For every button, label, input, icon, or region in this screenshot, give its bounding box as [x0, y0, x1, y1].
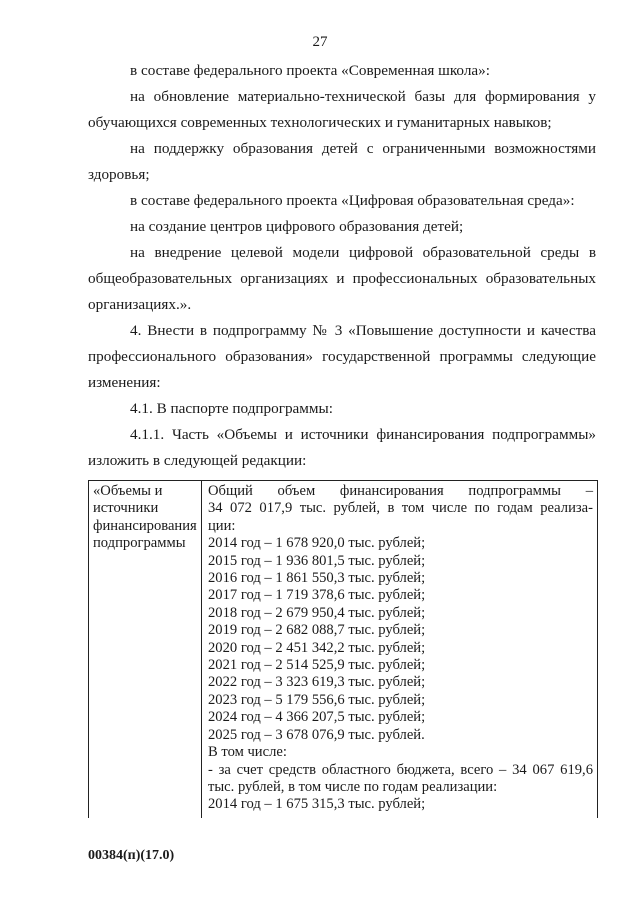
label-line: источники	[93, 500, 159, 517]
intro-line: 34 072 017,9 тыс. рублей, в том числе по годам реализа-	[208, 500, 593, 517]
financing-table	[88, 480, 598, 818]
paragraph-digital-centers: на создание центров цифрового образования детей;	[130, 218, 464, 235]
document-code-footer: 00384(п)(17.0)	[88, 848, 175, 863]
year-line: 2016 год – 1 861 550,3 тыс. рублей;	[208, 570, 426, 587]
paragraph-target-model: на внедрение целевой модели цифровой образовательной среды в общеобразовательных организациях и профессиональных образовательных организациях.».	[88, 244, 596, 313]
year-line: 2020 год – 2 451 342,2 тыс. рублей;	[208, 639, 426, 656]
regional-budget-line: - за счет средств областного бюджета, всего – 34 067 619,6	[208, 761, 593, 778]
label-line: подпрограммы	[93, 535, 186, 552]
year-line: 2025 год – 3 678 076,9 тыс. рублей.	[208, 726, 425, 743]
year-line: 2014 год – 1 678 920,0 тыс. рублей;	[208, 535, 426, 552]
table-cell-content	[202, 481, 598, 818]
year-line: 2024 год – 4 366 207,5 тыс. рублей;	[208, 709, 426, 726]
in-that-number-line: В том числе:	[208, 744, 287, 761]
year-line: 2018 год – 2 679 950,4 тыс. рублей;	[208, 604, 426, 621]
year-line: 2019 год – 2 682 088,7 тыс. рублей;	[208, 622, 426, 639]
paragraph-item-4-1-1: 4.1.1. Часть «Объемы и источники финансирования подпрограммы» изложить в следующей редакции:	[88, 426, 596, 469]
page-number: 27	[312, 34, 328, 50]
paragraph-item-4: 4. Внести в подпрограмму № 3 «Повышение доступности и качества профессионального образования» государственной программы следующие изменения:	[88, 322, 596, 391]
year-line: 2023 год – 5 179 556,6 тыс. рублей;	[208, 691, 426, 708]
regional-year-line: 2014 год – 1 675 315,3 тыс. рублей;	[208, 796, 426, 813]
intro-line: ции:	[208, 517, 236, 534]
label-line: «Объемы и	[93, 483, 163, 499]
paragraph-disabled-children: на поддержку образования детей с ограниченными возможностями здоровья;	[88, 140, 596, 183]
year-line: 2017 год – 1 719 378,6 тыс. рублей;	[208, 587, 426, 604]
paragraph-item-4-1: 4.1. В паспорте подпрограммы:	[130, 400, 333, 417]
paragraph-material-base: на обновление материально-технической базы для формирования у обучающихся современных технологических и гуманитарных навыков;	[88, 88, 596, 131]
paragraph-modern-school: в составе федерального проекта «Современная школа»:	[130, 62, 490, 79]
table-cell-label	[89, 481, 202, 818]
table-row	[89, 481, 598, 818]
regional-budget-line: тыс. рублей, в том числе по годам реализации:	[208, 778, 498, 795]
year-line: 2021 год – 2 514 525,9 тыс. рублей;	[208, 657, 426, 674]
label-line: финансирования	[93, 517, 197, 534]
year-line: 2022 год – 3 323 619,3 тыс. рублей;	[208, 674, 426, 691]
year-line: 2015 год – 1 936 801,5 тыс. рублей;	[208, 552, 426, 569]
intro-line: Общий объем финансирования подпрограммы –	[208, 483, 593, 499]
paragraph-digital-environment: в составе федерального проекта «Цифровая образовательная среда»:	[130, 192, 575, 209]
